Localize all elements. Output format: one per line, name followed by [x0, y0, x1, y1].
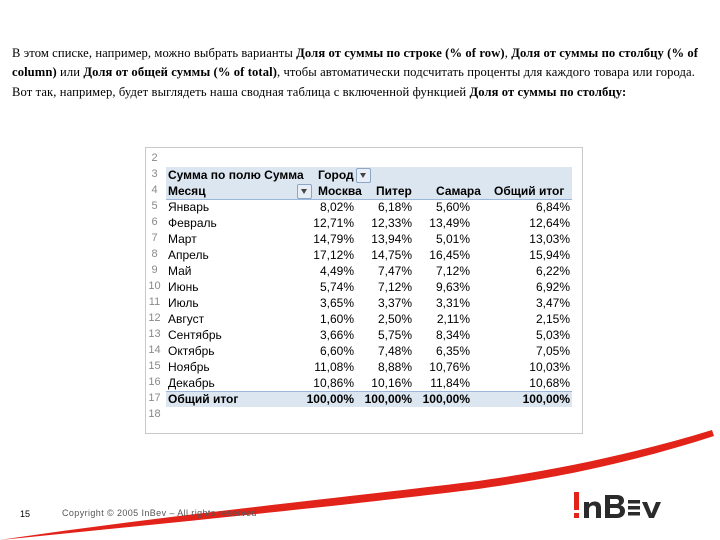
month-label: Январь [168, 200, 210, 214]
row-number: 15 [148, 360, 161, 372]
percent-cell: 2,11% [436, 312, 470, 326]
paragraph-conclusion: Доля от суммы по столбцу: [469, 84, 627, 99]
column-header: Общий итог [494, 184, 565, 198]
row-number: 16 [148, 376, 161, 388]
grand-total-cell: 100,00% [522, 392, 570, 406]
month-label: Сентябрь [168, 328, 222, 342]
inbev-logo [572, 490, 664, 527]
row-number: 9 [151, 264, 158, 276]
month-label: Август [168, 312, 205, 326]
paragraph-text-4: , чтобы автоматически подсчитать проценты для каждого товара или города. Вот так, например, будет выглядеть наша сводная таблица с включенной функцией [12, 65, 695, 99]
percent-cell: 15,94% [529, 248, 570, 262]
month-label: Февраль [168, 216, 217, 230]
percent-cell: 6,84% [535, 200, 570, 214]
row-number: 7 [151, 232, 158, 244]
row-number: 12 [148, 312, 161, 324]
percent-cell: 10,03% [529, 360, 570, 374]
percent-cell: 1,60% [319, 312, 354, 326]
grand-total-cell: 100,00% [422, 392, 470, 406]
percent-cell: 6,35% [435, 344, 470, 358]
row-number: 3 [151, 168, 158, 180]
grand-total-cell: 100,00% [306, 392, 354, 406]
month-label: Декабрь [168, 376, 215, 390]
row-number: 10 [148, 280, 161, 292]
percent-cell: 3,31% [435, 296, 470, 310]
percent-cell: 3,47% [535, 296, 570, 310]
percent-cell: 17,12% [313, 248, 354, 262]
row-number: 14 [148, 344, 161, 356]
percent-cell: 11,84% [430, 376, 470, 390]
paragraph-text-2: , [504, 46, 512, 60]
option-percent-of-total: Доля от общей суммы (% of total) [83, 65, 277, 80]
percent-cell: 6,18% [377, 200, 412, 214]
percent-cell: 6,22% [535, 264, 570, 278]
percent-cell: 8,88% [377, 360, 412, 374]
percent-cell: 13,49% [429, 216, 470, 230]
percent-cell: 5,74% [319, 280, 354, 294]
column-header: Самара [436, 184, 481, 198]
column-header: Питер [376, 184, 412, 198]
paragraph-text-1: В этом списке, например, можно выбрать варианты [12, 46, 297, 60]
percent-cell: 7,47% [377, 264, 412, 278]
column-header: Москва [318, 184, 362, 198]
percent-cell: 12,64% [529, 216, 570, 230]
percent-cell: 5,01% [435, 232, 470, 246]
month-label: Ноябрь [168, 360, 210, 374]
percent-cell: 6,60% [319, 344, 354, 358]
percent-cell: 7,05% [535, 344, 570, 358]
percent-cell: 12,71% [313, 216, 354, 230]
month-label: Июль [168, 296, 199, 310]
paragraph-text-3: или [56, 65, 84, 80]
pivot-column-field: Город [318, 168, 354, 182]
percent-cell: 14,79% [313, 232, 354, 246]
grand-total-label: Общий итог [168, 392, 239, 406]
row-number: 13 [148, 328, 161, 340]
month-label: Апрель [168, 248, 209, 262]
percent-cell: 5,75% [377, 328, 412, 342]
option-percent-of-row: Доля от суммы по строке (% of row) [296, 46, 505, 60]
percent-cell: 5,60% [435, 200, 470, 214]
row-number: 6 [151, 216, 158, 228]
pivot-value-label: Сумма по полю Сумма [168, 168, 304, 182]
month-label: Май [168, 264, 192, 278]
grand-total-cell: 100,00% [364, 392, 412, 406]
percent-cell: 9,63% [435, 280, 470, 294]
percent-cell: 7,12% [377, 280, 412, 294]
percent-cell: 8,34% [435, 328, 470, 342]
percent-cell: 16,45% [429, 248, 470, 262]
percent-cell: 14,75% [371, 248, 412, 262]
percent-cell: 4,49% [319, 264, 354, 278]
percent-cell: 6,92% [535, 280, 570, 294]
percent-cell: 5,03% [535, 328, 570, 342]
option-percent-of-column: Доля от суммы по столбцу (% of column) [12, 46, 699, 80]
percent-cell: 2,50% [377, 312, 412, 326]
row-number: 5 [151, 200, 158, 212]
percent-cell: 12,33% [371, 216, 412, 230]
percent-cell: 10,16% [371, 376, 412, 390]
percent-cell: 3,66% [319, 328, 354, 342]
percent-cell: 8,02% [319, 200, 354, 214]
row-number: 2 [151, 152, 158, 164]
description-paragraph [12, 44, 702, 102]
percent-cell: 2,15% [535, 312, 570, 326]
month-label: Октябрь [168, 344, 215, 358]
percent-cell: 10,76% [429, 360, 470, 374]
row-number: 4 [151, 184, 158, 196]
percent-cell: 13,03% [529, 232, 570, 246]
percent-cell: 7,48% [377, 344, 412, 358]
percent-cell: 13,94% [371, 232, 412, 246]
pivot-row-field: Месяц [168, 184, 206, 198]
page-number: 15 [20, 509, 31, 519]
copyright-text: Copyright © 2005 InBev – All rights reserved [62, 508, 257, 518]
percent-cell: 11,08% [314, 360, 354, 374]
month-label: Март [168, 232, 197, 246]
pivot-table-screenshot [145, 147, 583, 434]
percent-cell: 7,12% [435, 264, 470, 278]
city-filter-dropdown[interactable] [356, 168, 371, 183]
row-number: 8 [151, 248, 158, 260]
month-label: Июнь [168, 280, 199, 294]
percent-cell: 10,68% [529, 376, 570, 390]
row-number: 11 [148, 296, 161, 308]
row-number: 17 [148, 392, 161, 404]
percent-cell: 3,37% [377, 296, 412, 310]
percent-cell: 3,65% [319, 296, 354, 310]
row-number: 18 [148, 408, 161, 420]
percent-cell: 10,86% [313, 376, 354, 390]
month-filter-dropdown[interactable] [297, 184, 312, 199]
